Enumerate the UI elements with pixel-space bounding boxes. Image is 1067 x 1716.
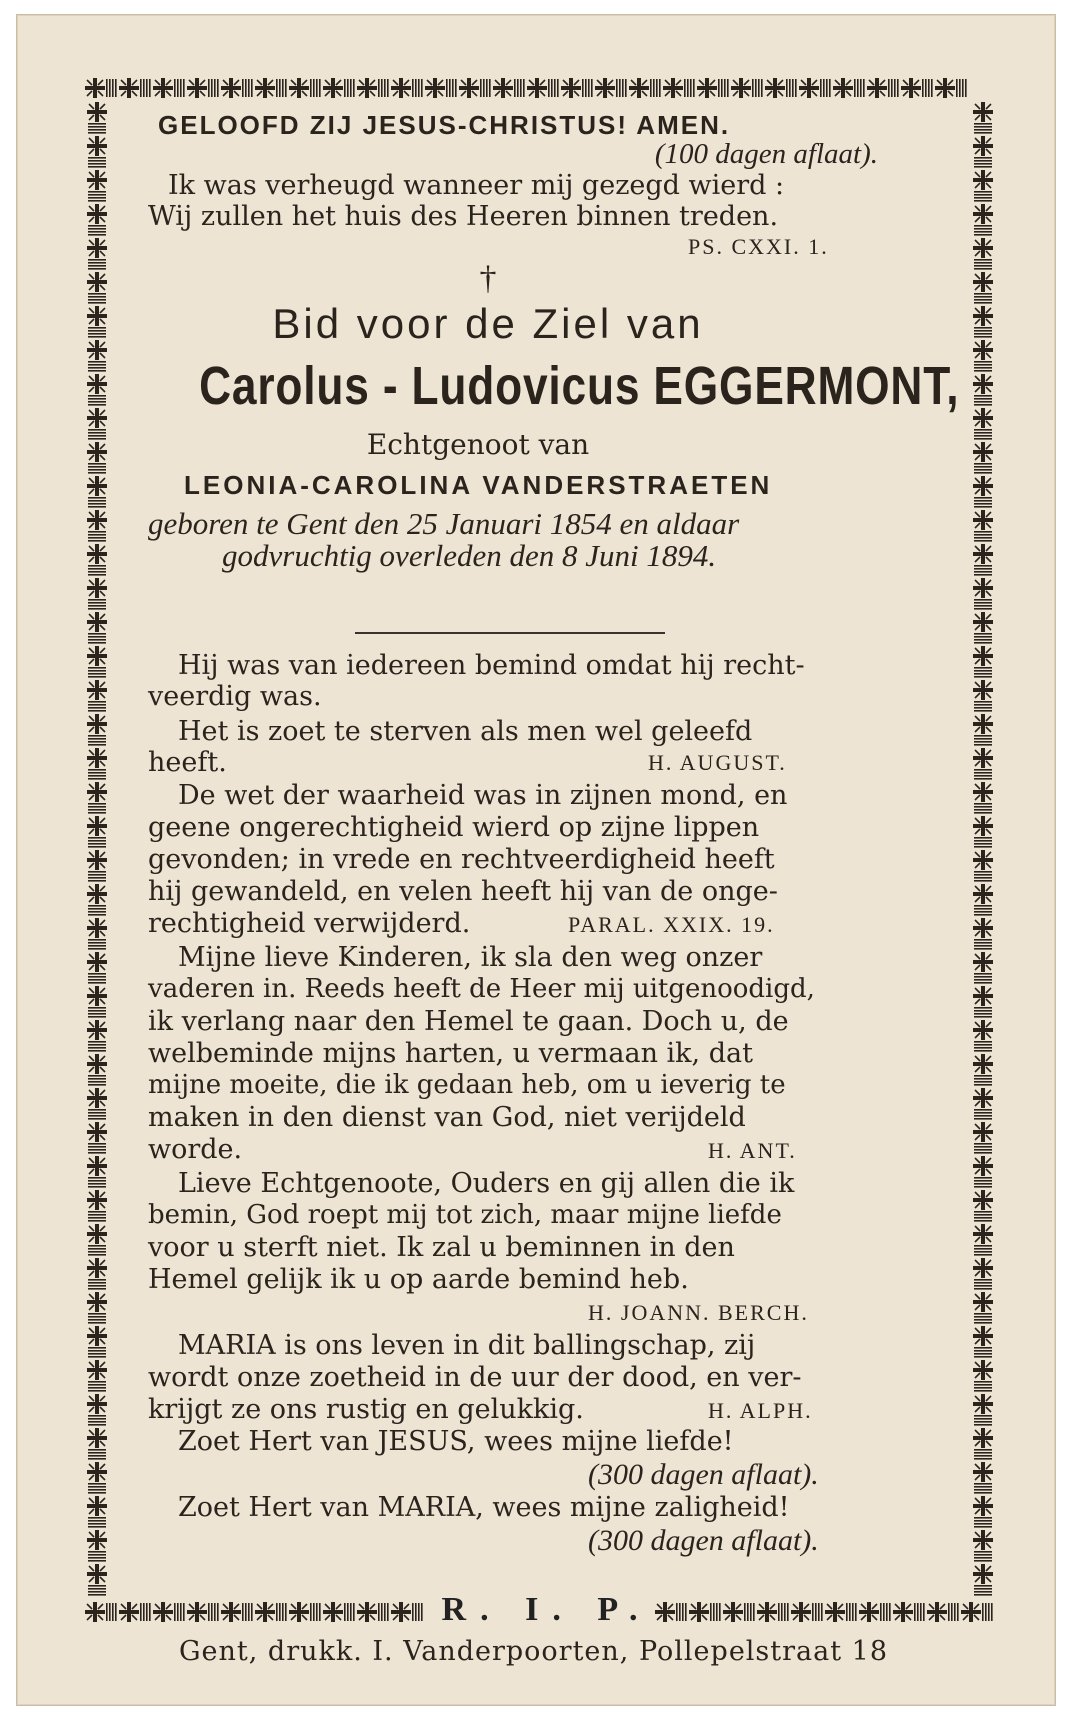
paragraph-2-line: Het is zoet te sterven als men wel geleefd — [178, 716, 753, 747]
paragraph-1-line: Hij was van iedereen bemind omdat hij recht- — [178, 650, 805, 681]
paragraph-4-line: mijne moeite, die ik gedaan heb, om u ieverig te — [148, 1070, 786, 1100]
paragraph-4-reference: H. ANT. — [708, 1138, 797, 1163]
border-bottom-left — [84, 1599, 439, 1625]
border-top — [84, 75, 996, 101]
printer-imprint: Gent, drukk. I. Vanderpoorten, Pollepelstraat 18 — [178, 1636, 889, 1667]
paragraph-5-reference: H. JOANN. BERCH. — [588, 1300, 809, 1325]
prayer-maria: Zoet Hert van MARIA, wees mijne zaligheid! — [178, 1492, 790, 1523]
birth-line: geboren te Gent den 25 Januari 1854 en aldaar — [148, 506, 740, 541]
verse-line-2: Wij zullen het huis des Heeren binnen treden. — [148, 201, 779, 232]
paragraph-6-line: wordt onze zoetheid in de uur der dood, en ver- — [148, 1362, 802, 1393]
paragraph-4-line: welbeminde mijns harten, u vermaan ik, dat — [148, 1038, 753, 1069]
paragraph-6-line: MARIA is ons leven in dit ballingschap, zij — [178, 1330, 756, 1361]
verse-reference: PS. CXXI. 1. — [688, 234, 829, 259]
divider-rule — [355, 632, 665, 634]
border-left — [84, 101, 110, 1599]
header-indulgence: (100 dagen aflaat). — [654, 138, 878, 170]
verse-line-1: Ik was verheugd wanneer mij gezegd wierd : — [168, 170, 785, 201]
spouse-label: Echtgenoot van — [366, 428, 590, 461]
paragraph-3-line: De wet der waarheid was in zijnen mond, en — [178, 780, 788, 811]
paragraph-2-reference: H. AUGUST. — [648, 750, 787, 775]
header-title: GELOOFD ZIJ JESUS-CHRISTUS! AMEN. — [158, 110, 731, 140]
paragraph-3-reference: PARAL. XXIX. 19. — [568, 912, 775, 937]
border-bottom-right — [654, 1599, 996, 1625]
cross-icon: † — [479, 260, 497, 297]
prayer-jesus: Zoet Hert van JESUS, wees mijne liefde! — [178, 1426, 734, 1457]
paragraph-5-line: Hemel gelijk ik u op aarde bemind heb. — [148, 1264, 689, 1295]
deceased-name: Carolus - Ludovicus EGGERMONT, — [199, 356, 960, 416]
paragraph-4-line: worde. — [148, 1134, 243, 1165]
paragraph-5-line: bemin, God roept mij tot zich, maar mijne liefde — [148, 1200, 782, 1230]
paragraph-4-line: ik verlang naar den Hemel te gaan. Doch u, de — [148, 1006, 789, 1037]
intro-heading: Bid voor de Ziel van — [272, 300, 704, 347]
prayer-jesus-indulgence: (300 dagen aflaat). — [588, 1458, 819, 1491]
paragraph-1-line: veerdig was. — [148, 681, 322, 712]
paragraph-5-line: Lieve Echtgenoote, Ouders en gij allen die ik — [178, 1168, 795, 1199]
death-line: godvruchtig overleden den 8 Juni 1894. — [222, 538, 717, 573]
paragraph-4-line: Mijne lieve Kinderen, ik sla den weg onzer — [178, 942, 763, 973]
border-right — [970, 101, 996, 1599]
paragraph-4-line: maken in den dienst van God, niet verijdeld — [148, 1102, 746, 1133]
rip-text: R. I. P. — [441, 1591, 652, 1628]
spouse-name: LEONIA-CAROLINA VANDERSTRAETEN — [184, 470, 773, 500]
prayer-maria-indulgence: (300 dagen aflaat). — [588, 1524, 819, 1557]
paragraph-6-reference: H. ALPH. — [708, 1398, 813, 1423]
paragraph-2-line: heeft. — [148, 747, 227, 778]
paragraph-3-line: hij gewandeld, en velen heeft hij van de onge- — [148, 876, 778, 907]
paragraph-5-line: voor u sterft niet. Ik zal u beminnen in den — [148, 1232, 735, 1263]
paragraph-3-line: geene ongerechtigheid wierd op zijne lippen — [148, 812, 760, 843]
paragraph-3-line: rechtigheid verwijderd. — [148, 908, 471, 939]
paragraph-3-line: gevonden; in vrede en rechtveerdigheid heeft — [148, 844, 775, 875]
paragraph-6-line: krijgt ze ons rustig en gelukkig. — [148, 1394, 584, 1425]
paragraph-4-line: vaderen in. Reeds heeft de Heer mij uitgenoodigd, — [148, 974, 815, 1004]
